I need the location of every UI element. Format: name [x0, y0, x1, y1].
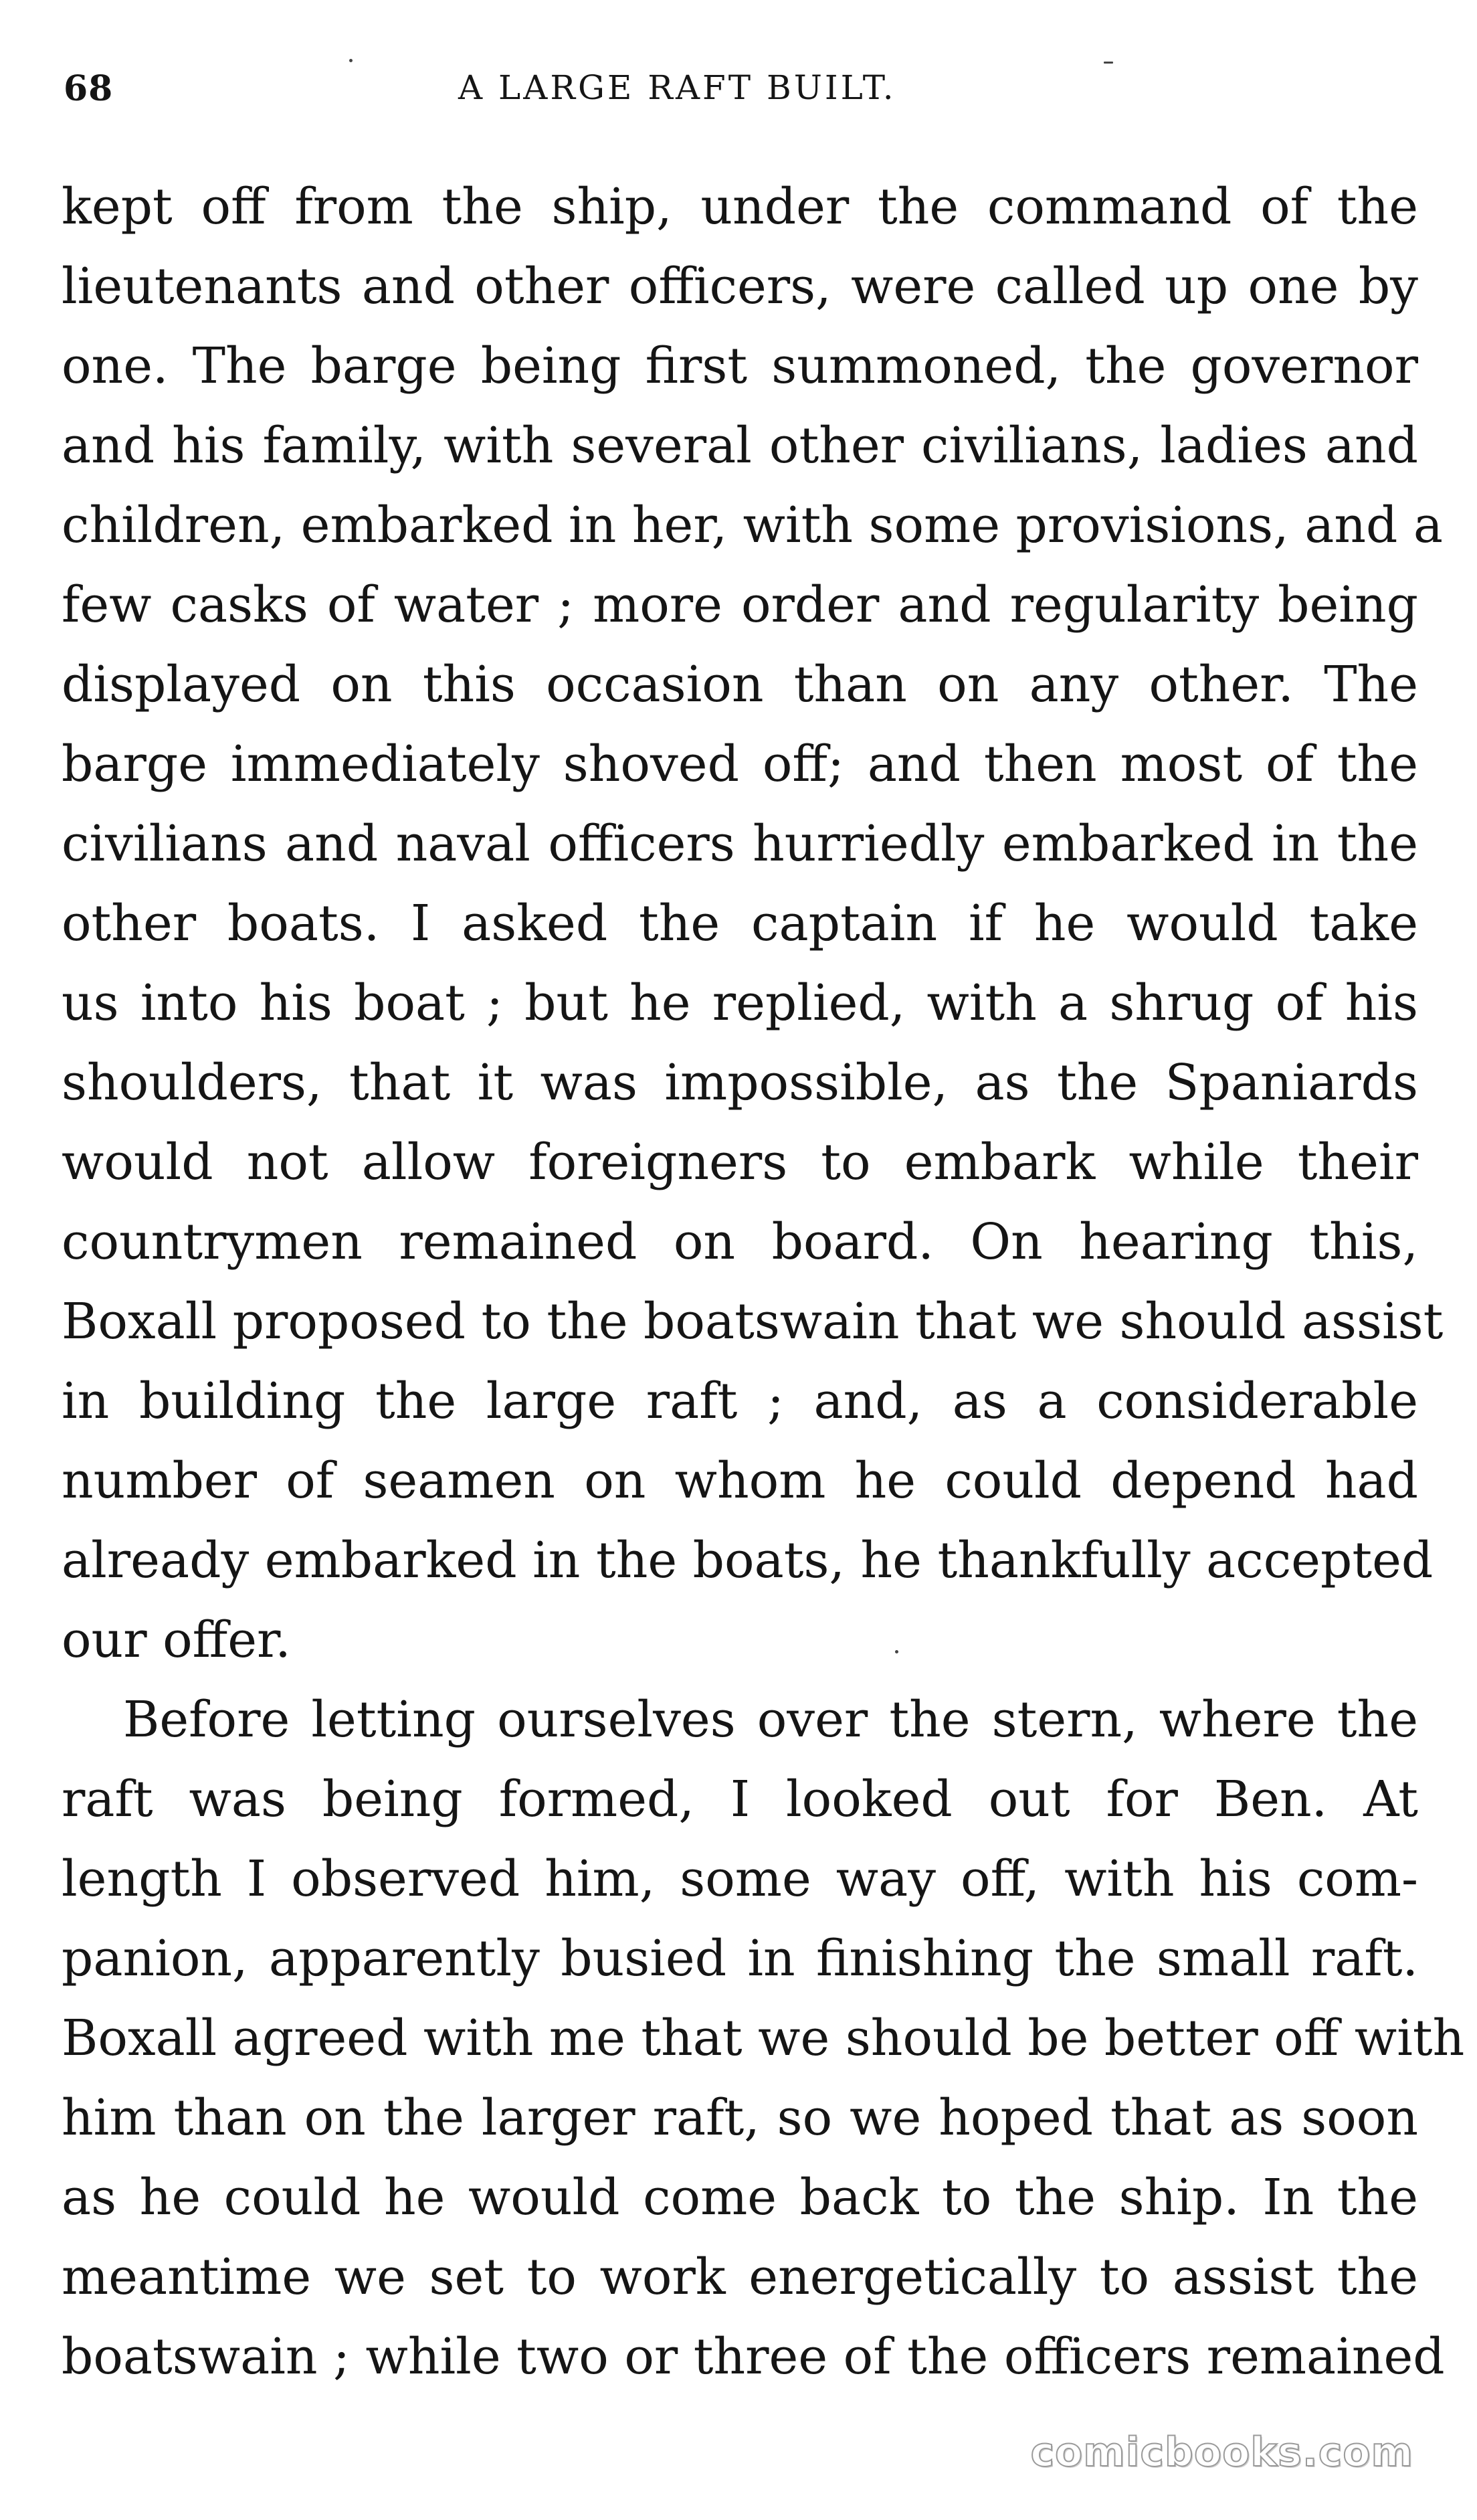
text-line: us into his boat ; but he replied, with a shrug of his	[62, 974, 1418, 1032]
text-line: one. The barge being first summoned, the governor	[62, 337, 1418, 395]
text-line: panion, apparently busied in finishing the small raft.	[62, 1930, 1418, 1987]
text-line: shoulders, that it was impossible, as the Spaniards	[62, 1054, 1418, 1111]
text-line: number of seamen on whom he could depend had	[62, 1452, 1418, 1510]
scan-speck	[1104, 62, 1113, 64]
text-line: few casks of water ; more order and regularity being	[62, 576, 1418, 634]
text-line: meantime we set to work energetically to assist the	[62, 2248, 1418, 2306]
text-line: Before letting ourselves over the stern, where the	[123, 1691, 1418, 1748]
text-line: other boats. I asked the captain if he would take	[62, 895, 1418, 952]
text-line: Boxall agreed with me that we should be better off with	[62, 2009, 1465, 2067]
text-line: in building the large raft ; and, as a considerable	[62, 1372, 1418, 1430]
running-head: A LARGE RAFT BUILT.	[458, 68, 896, 107]
text-line: as he could he would come back to the ship. In the	[62, 2169, 1418, 2226]
text-line: raft was being formed, I looked out for Ben. At	[62, 1771, 1418, 1828]
page-number: 68	[64, 68, 114, 109]
text-line: Boxall proposed to the boatswain that we should assist	[62, 1293, 1444, 1350]
text-line: length I observed him, some way off, with his com-	[62, 1850, 1418, 1908]
text-line: lieutenants and other officers, were called up one by	[62, 258, 1418, 315]
text-line: would not allow foreigners to embark while their	[62, 1134, 1418, 1191]
text-line: countrymen remained on board. On hearing this,	[62, 1213, 1418, 1271]
text-line: him than on the larger raft, so we hoped that as soon	[62, 2089, 1418, 2147]
text-line: civilians and naval officers hurriedly embarked in the	[62, 815, 1418, 873]
text-line: and his family, with several other civilians, ladies and	[62, 417, 1418, 474]
text-line: boatswain ; while two or three of the officers remained	[62, 2328, 1445, 2386]
text-line: our offer.	[62, 1611, 291, 1669]
text-line: children, embarked in her, with some provisions, and a	[62, 497, 1443, 554]
paragraph-2	[62, 1680, 1465, 2397]
text-line: displayed on this occasion than on any other. The	[62, 656, 1418, 713]
text-line: barge immediately shoved off; and then most of the	[62, 735, 1418, 793]
body-text	[62, 167, 1465, 2397]
page-header	[64, 68, 1415, 122]
text-line: already embarked in the boats, he thankfully accepted	[62, 1532, 1434, 1589]
watermark: comicbooks.com	[1030, 2429, 1413, 2476]
paragraph-1	[62, 167, 1444, 1680]
scan-speck	[349, 59, 353, 62]
text-line: kept off from the ship, under the command of the	[62, 178, 1418, 236]
